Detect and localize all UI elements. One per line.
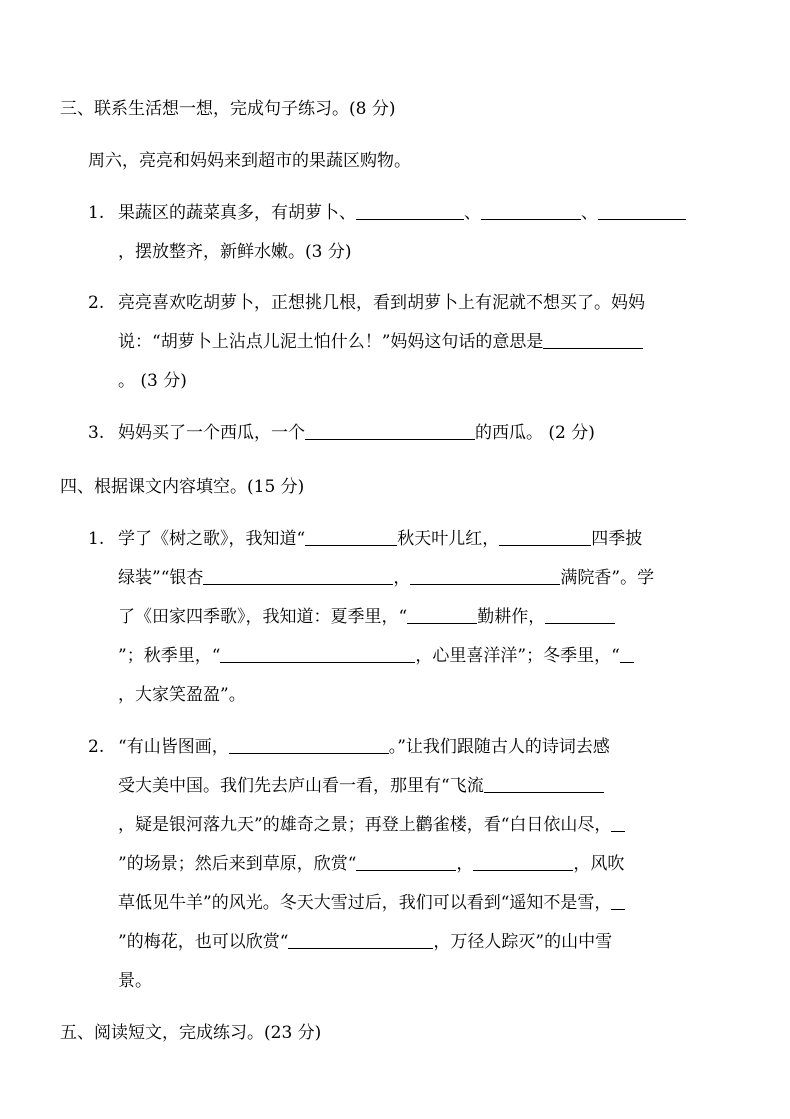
s4-q1-line5: ，大家笑盈盈”。	[118, 685, 246, 705]
blank[interactable]	[611, 891, 625, 910]
s3-q2-line1: 亮亮喜欢吃胡萝卜，正想挑几根，看到胡萝卜上有泥就不想买了。妈妈	[118, 293, 645, 313]
blank[interactable]	[598, 201, 686, 220]
s4-q1-line3: 了《田家四季歌》，我知道：夏季里，“ 勤耕作，	[118, 605, 615, 629]
blank[interactable]	[545, 605, 615, 624]
blank[interactable]	[305, 421, 475, 440]
blank[interactable]	[620, 644, 634, 663]
section-3-intro: 周六，亮亮和妈妈来到超市的果蔬区购物。	[88, 151, 411, 171]
question-number: 3.	[88, 423, 105, 443]
s4-q2-line7: 景。	[118, 971, 152, 991]
blank[interactable]	[407, 605, 477, 624]
s4-q2-line3: ，疑是银河落九天”的雄奇之景；再登上鹳雀楼，看“白日依山尽，	[118, 813, 625, 837]
blank[interactable]	[410, 566, 560, 585]
s4-q2-line6: ”的梅花，也可以欣赏“ ，万径人踪灭”的山中雪	[118, 932, 613, 952]
s4-q2-line2: 受大美中国。我们先去庐山看一看，那里有“飞流	[118, 774, 604, 798]
blank[interactable]	[499, 527, 591, 546]
s3-q2-line3: 。 (3 分)	[118, 371, 187, 391]
blank[interactable]	[288, 930, 433, 949]
question-number: 2.	[88, 293, 105, 313]
blank[interactable]	[543, 330, 643, 349]
section-5-heading: 五、阅读短文，完成练习。(23 分)	[60, 1023, 322, 1043]
blank[interactable]	[484, 774, 604, 793]
blank[interactable]	[611, 813, 625, 832]
s3-q2-line2: 说：“胡萝卜上沾点儿泥土怕什么！”妈妈这句话的意思是	[118, 330, 643, 354]
blank[interactable]	[481, 201, 581, 220]
s4-q1-line1: 学了《树之歌》，我知道“ 秋天叶儿红， 四季披	[118, 529, 643, 549]
section-3-heading: 三、联系生活想一想，完成句子练习。(8 分)	[60, 99, 396, 119]
s4-q1-line2: 绿装”“银杏 ， 满院香”。学	[118, 568, 655, 588]
s4-q2-line5: 草低见牛羊”的风光。冬天大雪过后，我们可以看到“遥知不是雪，	[118, 891, 625, 915]
s3-q3-line1: 妈妈买了一个西瓜，一个 的西瓜。 (2 分)	[118, 423, 595, 443]
s4-q1-line4: ”；秋季里，“ ，心里喜洋洋”；冬季里，“	[118, 644, 634, 668]
s3-q1-line2: ，摆放整齐，新鲜水嫩。(3 分)	[118, 242, 352, 262]
blank[interactable]	[203, 566, 393, 585]
blank[interactable]	[305, 527, 397, 546]
blank[interactable]	[473, 852, 573, 871]
blank[interactable]	[356, 852, 456, 871]
s4-q2-line1: “有山皆图画， 。”让我们跟随古人的诗词去感	[118, 737, 610, 757]
s4-q2-line4: ”的场景；然后来到草原，欣赏“ ， ，风吹	[118, 854, 625, 874]
question-number: 1.	[88, 203, 105, 223]
question-number: 2.	[88, 737, 105, 757]
blank[interactable]	[220, 644, 415, 663]
s3-q1-line1: 果蔬区的蔬菜真多，有胡萝卜、 、 、	[118, 201, 686, 225]
question-number: 1.	[88, 529, 105, 549]
section-4-heading: 四、根据课文内容填空。(15 分)	[60, 477, 305, 497]
blank[interactable]	[229, 735, 389, 754]
blank[interactable]	[356, 201, 464, 220]
